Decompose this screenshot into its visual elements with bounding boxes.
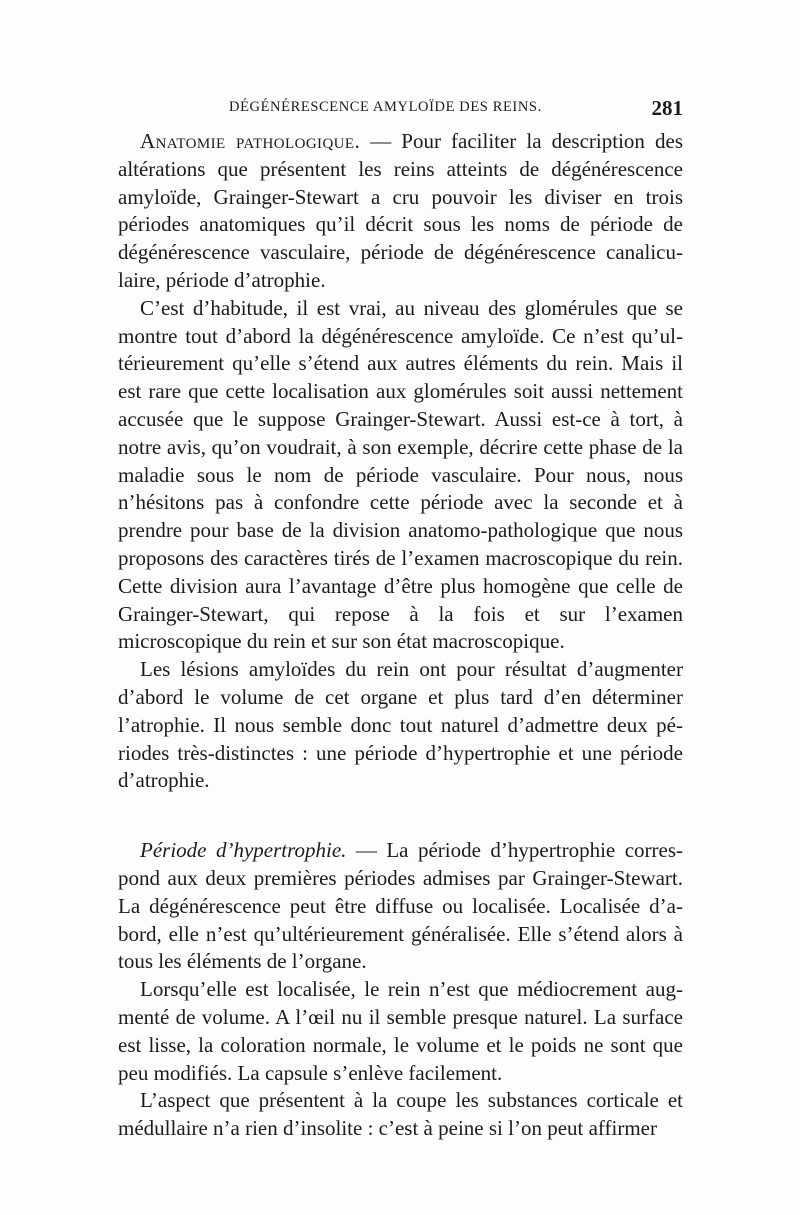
running-head <box>117 97 683 121</box>
body-text <box>118 128 683 1143</box>
page-number: 281 <box>651 96 683 120</box>
running-title: DÉGÉNÉRESCENCE AMYLOÏDE DES REINS. <box>229 99 542 115</box>
paragraph-text: Les lésions amyloïdes du rein ont pour résultat d’augmenter d’abord le volume de cet organe et plus tard d’en déterminer l’atrophie. Il nous semble donc tout naturel d’admettre deux périodes très-distinctes : une période d’hypertrophie et une période d’atrophie. <box>118 657 683 793</box>
paragraph-text: L’aspect que présentent à la coupe les substances corticale et médullaire n’a rien d’insolite : c’est à peine si l’on peut affirmer <box>118 1088 683 1141</box>
paragraph-glomerules <box>118 295 683 656</box>
paragraph-anatomie <box>118 128 683 295</box>
paragraph-text: Lorsqu’elle est localisée, le rein n’est que médiocrement augmenté de volume. A l’œil nu il semble presque naturel. La surface est lisse, la coloration normale, le volume et le poids ne sont que peu modifiés. La capsule s’enlève facilement. <box>118 977 683 1085</box>
paragraph-text: — Pour faciliter la description des altérations que présentent les reins atteints de dégénérescence amyloïde, Grainger-Stewart a cru pouvoir les diviser en trois périodes anatomiques qu’il décrit sous les noms de période de dégénérescence vasculaire, période de dégénérescence canaliculaire, période d’atrophie. <box>118 129 683 292</box>
paragraph-aspect <box>118 1087 683 1143</box>
section-gap <box>118 795 683 837</box>
section-lead-anatomie: Anatomie pathologique. <box>140 129 361 153</box>
paragraph-hypertrophie <box>118 837 683 976</box>
paragraph-lesions <box>118 656 683 795</box>
paragraph-text: C’est d’habitude, il est vrai, au niveau des glomérules que se montre tout d’abord la dégénérescence amyloïde. Ce n’est qu’ultérieurement qu’elle s’étend aux autres éléments du rein. Mais il est rare que cette localisation aux glomérules soit aussi nettement accusée que le suppose Grainger-Stewart. Aussi est-ce à tort, à notre avis, qu’on voudrait, à son exemple, décrire cette phase de la maladie sous le nom de période vasculaire. Pour nous, nous n’hésitons pas à confondre cette période avec la seconde et à prendre pour base de la division anatomo-pathologique que nous proposons des caractères tirés de l’examen macroscopique du rein. Cette division aura l’avantage d’être plus homogène que celle de Grainger-Stewart, qui repose à la fois et sur l’examen microscopique du rein et sur son état macroscopique. <box>118 295 683 654</box>
paragraph-localisee <box>118 976 683 1087</box>
paragraph-text: — La période d’hypertrophie correspond aux deux premières périodes admises par Grainger-Stewart. La dégénérescence peut être diffuse ou localisée. Localisée d’abord, elle n’est qu’ultérieurement généralisée. Elle s’étend alors à tous les éléments de l’organe. <box>118 838 683 974</box>
section-lead-hypertrophie: Période d’hypertrophie. <box>140 838 347 863</box>
